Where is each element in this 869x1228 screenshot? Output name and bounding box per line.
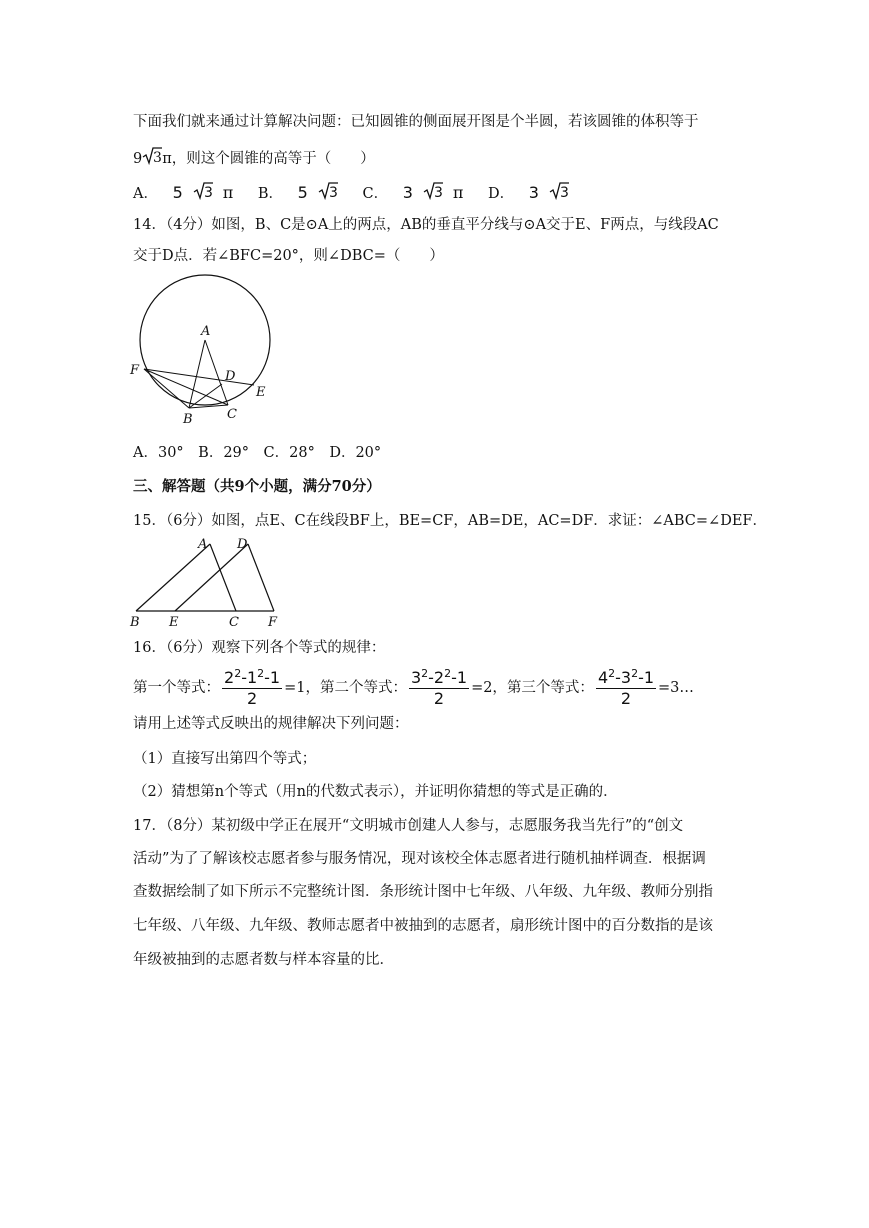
eq1-result: =1， <box>284 680 320 696</box>
eq1-numerator: $2^2-1^2-1$ <box>224 666 281 687</box>
label-a: A <box>201 324 211 339</box>
eq2-fraction <box>409 668 469 709</box>
q13-option-a: A． 5 3 π <box>133 186 243 202</box>
svg-text:3: 3 <box>203 185 213 201</box>
q14-text-line1: 14．（4分）如图，B、C是⊙A上的两点，AB的垂直平分线与⊙A交于E、F两点，与线段AC <box>133 217 719 233</box>
sqrt-symbol <box>549 181 569 207</box>
q13-option-b: B． 5 3 <box>258 186 348 202</box>
q16-text-line3: 请用上述等式反映出的规律解决下列问题： <box>133 716 409 732</box>
q17-text-line3: 查数据绘制了如下所示不完整统计图．条形统计图中七年级、八年级、九年级、教师分别指 <box>133 884 713 900</box>
q13-question: ，则这个圆锥的高等于（ ） <box>171 151 375 167</box>
label-a: A <box>198 537 208 552</box>
q14-circle-figure <box>125 272 285 432</box>
segment-de <box>175 544 248 611</box>
eq1-denominator: 2 <box>246 688 258 708</box>
label-e: E <box>256 385 266 400</box>
label-d: D <box>225 369 236 384</box>
segment-ab <box>136 544 210 611</box>
svg-text:3: 3 <box>559 185 569 201</box>
eq3-numerator: $4^2-3^2-1$ <box>597 666 655 687</box>
segment-fc <box>144 369 228 405</box>
label-f: F <box>130 363 140 378</box>
q17-text-line4: 七年级、八年级、九年级、教师志愿者中被抽到的志愿者，扇形统计图中的百分数指的是该 <box>133 918 713 934</box>
segment-df <box>248 544 274 611</box>
svg-text:3: 3 <box>433 185 443 201</box>
sqrt-symbol <box>142 146 162 172</box>
label-d: D <box>237 537 248 552</box>
sqrt-symbol <box>193 181 213 207</box>
eq2-numerator: $3^2-2^2-1$ <box>410 666 468 687</box>
q17-text-line2: 活动”为了了解该校志愿者参与服务情况，现对该校全体志愿者进行随机抽样调查．根据调 <box>133 851 706 867</box>
pi-symbol: π <box>162 151 172 167</box>
svg-text:3: 3 <box>328 185 338 201</box>
eq2-label: 第二个等式： <box>319 680 407 696</box>
label-b: B <box>183 412 193 427</box>
svg-text:3: 3 <box>153 150 163 166</box>
q16-part2: （2）猜想第n个等式（用n的代数式表示），并证明你猜想的等式是正确的． <box>133 784 618 800</box>
eq3-denominator: 2 <box>620 688 632 708</box>
segment-ac <box>210 544 236 611</box>
q13-text-line2 <box>133 146 753 172</box>
label-b: B <box>130 615 140 628</box>
sqrt-symbol <box>423 181 443 207</box>
q16-equations <box>133 666 753 710</box>
q14-text-line2: 交于D点．若∠BFC=20°，则∠DBC=（ ） <box>133 248 444 264</box>
eq1-label: 第一个等式： <box>133 680 220 696</box>
eq1-fraction <box>222 668 282 709</box>
q13-text-line1: 下面我们就来通过计算解决问题：已知圆锥的侧面展开图是个半圆，若该圆锥的体积等于 <box>133 114 699 130</box>
segment-fe <box>144 369 254 385</box>
q16-text-line1: 16．（6分）观察下列各个等式的规律： <box>133 640 386 656</box>
label-e: E <box>169 615 179 628</box>
q15-triangles-figure <box>125 534 290 628</box>
eq2-result: =2， <box>471 680 507 696</box>
q13-option-d: D． 3 3 <box>488 186 579 202</box>
eq2-denominator: 2 <box>433 688 445 708</box>
label-f: F <box>268 615 278 628</box>
label-c: C <box>227 407 237 422</box>
eq3-fraction <box>596 668 656 709</box>
q13-coef: 9 <box>133 151 143 167</box>
q15-text-line1: 15．（6分）如图，点E、C在线段BF上，BE=CF，AB=DE，AC=DF．求证：∠ABC=∠DEF． <box>133 513 767 529</box>
section-title: 三、解答题（共9个小题，满分70分） <box>133 478 381 495</box>
eq3-result: =3… <box>658 680 694 696</box>
q17-text-line1: 17．（8分）某初级中学正在展开“文明城市创建人人参与，志愿服务我当先行”的“创文 <box>133 818 684 834</box>
q16-part1: （1）直接写出第四个等式； <box>133 751 317 767</box>
eq3-label: 第三个等式： <box>506 680 594 696</box>
q14-options: A．30° B．29° C．28° D．20° <box>133 445 382 461</box>
label-c: C <box>229 615 239 628</box>
sqrt-symbol <box>318 181 338 207</box>
q13-options <box>133 181 753 207</box>
q17-text-line5: 年级被抽到的志愿者数与样本容量的比． <box>133 952 394 968</box>
q13-option-c: C． 3 3 π <box>362 186 473 202</box>
